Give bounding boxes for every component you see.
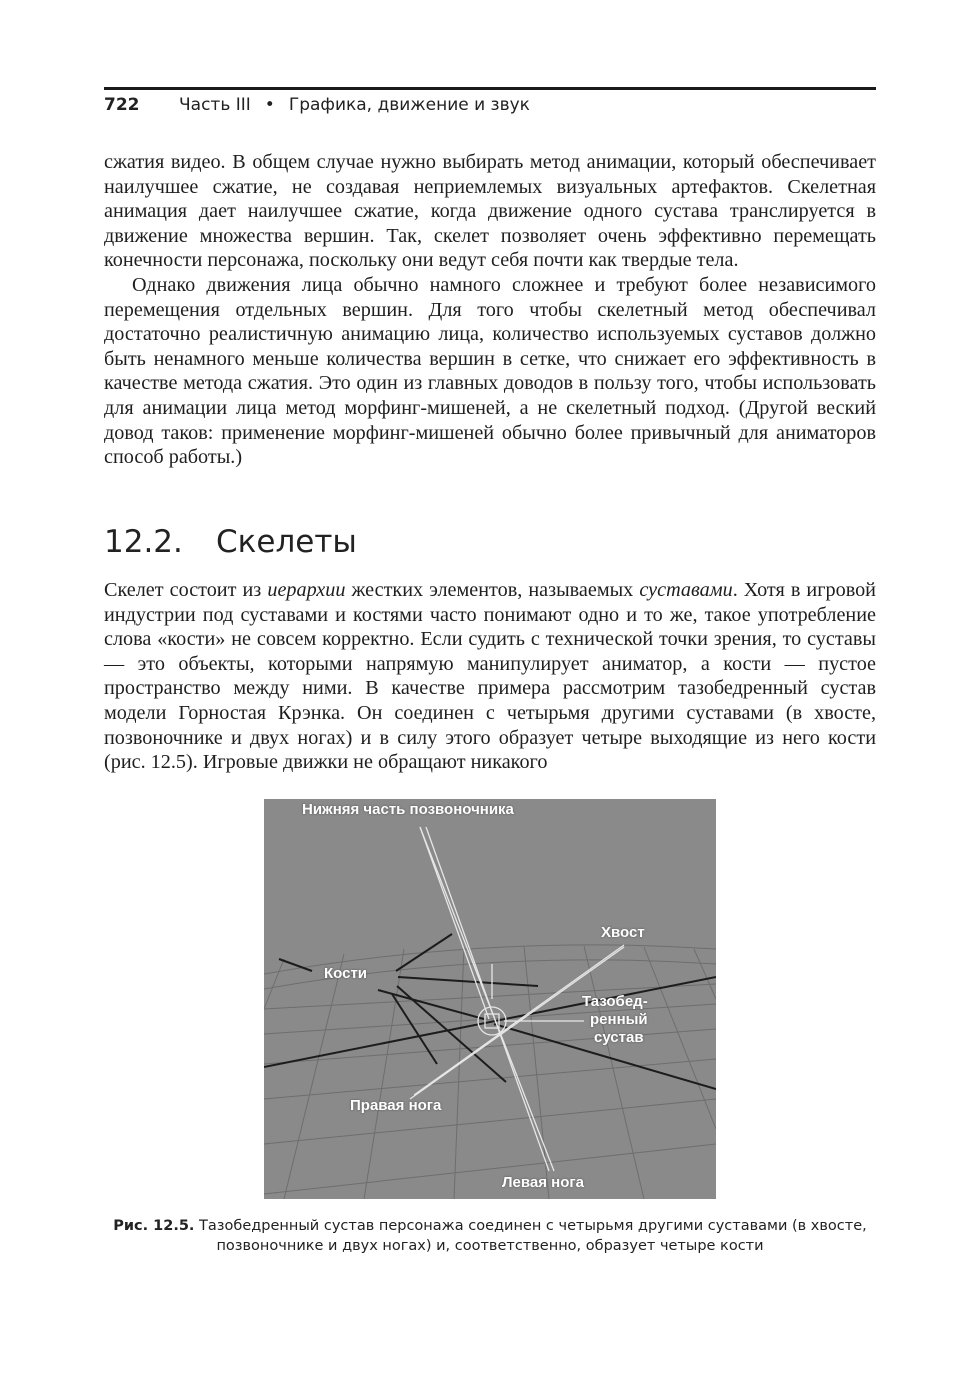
separator-bullet: •: [264, 95, 275, 115]
figure-skeleton-hip-joint: [264, 799, 716, 1199]
label-left-leg: Левая нога: [502, 1174, 584, 1191]
text-run: Скелет состоит из: [104, 579, 268, 601]
label-right-leg: Правая нога: [350, 1097, 442, 1114]
label-hip-line-3: сустав: [594, 1029, 644, 1046]
text-run: . Хотя в игровой индустрии под суставами и костями часто понимают одно и то же, такое употребление слова «кости» не совсем корректно. Если судить с технической точки зрения, то суставы — это объекты, которыми напрямую манипулирует аниматор, а кости — пустое пространство между ними. В качестве примера рассмотрим тазобедренный сустав модели Горностая Крэнка. Он соединен с четырьмя другими суставами (в хвосте, позвоночнике и двух ногах) и в силу этого образует четыре выходящие из него кости (рис. 12.5). Игровые движки не обращают никакого: [104, 579, 876, 774]
paragraph-1: сжатия видео. В общем случае нужно выбирать метод анимации, который обеспечивает наилучшее сжатие, не создавая неприемлемых визуальных артефактов. Скелетная анимация дает наилучшее сжатие, когда движение одного сустава транслируется в движение множества вершин. Так, скелет позволяет очень эффективно перемещать конечности персонажа, поскольку они ведут себя почти как твердые тела.: [104, 151, 876, 272]
caption-label: Рис. 12.5.: [113, 1218, 195, 1234]
section-heading: [104, 524, 357, 560]
figure-illustration: [264, 799, 716, 1199]
emphasis-hierarchy: иерархии: [267, 579, 346, 601]
body-text-section: [104, 578, 876, 775]
label-tail: Хвост: [601, 924, 645, 941]
part-label: Часть III: [179, 95, 251, 115]
emphasis-joints: суставами: [639, 579, 733, 601]
label-hip-line-2: ренный: [590, 1011, 648, 1028]
text-run: жестких элементов, называемых: [345, 579, 640, 601]
running-head: [104, 95, 530, 115]
section-number: 12.2.: [104, 524, 183, 560]
label-hip-joint: [582, 993, 648, 1047]
caption-text: Тазобедренный сустав персонажа соединен с четырьмя другими суставами (в хвосте, позвоночнике и двух ногах) и, соответственно, образует четыре кости: [194, 1218, 867, 1254]
header-rule: [104, 87, 876, 90]
paragraph-2: Однако движения лица обычно намного сложнее и требуют более независимого перемещения отдельных вершин. Для того чтобы скелетный метод обеспечивал достаточно реалистичную анимацию лица, количество используемых суставов должно быть ненамного меньше количества вершин в сетке, что снижает его эффективность в качестве метода сжатия. Это один из главных доводов в пользу того, чтобы использовать для анимации лица метод морфинг-мишеней, а не скелетный подход. (Другой веский довод таков: применение морфинг-мишеней обычно более привычный для аниматоров способ работы.): [104, 273, 876, 469]
label-spine: Нижняя часть позвоночника: [302, 801, 514, 818]
label-bones: Кости: [324, 965, 368, 982]
chapter-title: Графика, движение и звук: [288, 95, 530, 115]
label-hip-line-1: Тазобед-: [582, 993, 648, 1010]
section-title: Скелеты: [216, 524, 357, 560]
page-number: 722: [104, 95, 140, 115]
body-text-top: [104, 150, 876, 470]
figure-caption: [104, 1216, 876, 1256]
paragraph-3: [104, 578, 876, 775]
